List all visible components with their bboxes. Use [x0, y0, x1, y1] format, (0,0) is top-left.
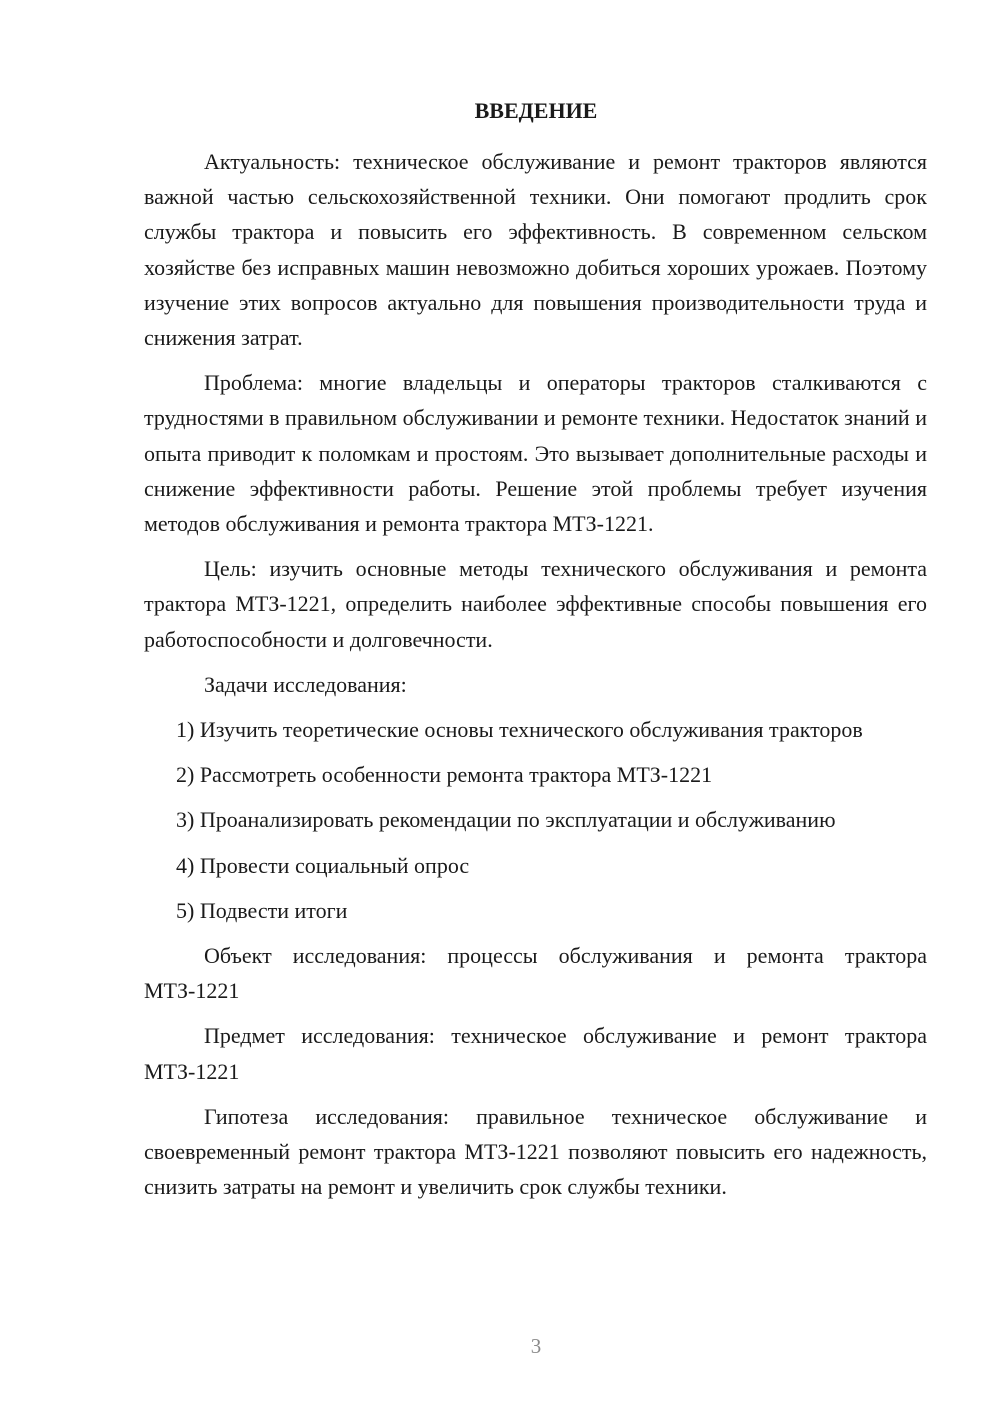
- paragraph-relevance: Актуальность: техническое обслуживание и ремонт тракторов являются важной частью сельскохозяйственной техники. Они помогают продлить срок службы трактора и повысить его эффективность. В современном сельском хозяйстве без исправных машин невозможно добиться хороших урожаев. Поэтому изучение этих вопросов актуально для повышения производительности труда и снижения затрат.: [144, 149, 927, 351]
- page-number: 3: [530, 1334, 542, 1358]
- paragraph-object: Объект исследования: процессы обслуживания и ремонта трактора МТЗ-1221: [144, 943, 927, 1004]
- paragraph-hypothesis: Гипотеза исследования: правильное техническое обслуживание и своевременный ремонт трактора МТЗ-1221 позволяют повысить его надежность, снизить затраты на ремонт и увеличить срок службы техники.: [144, 1103, 927, 1200]
- tasks-title: Задачи исследования:: [204, 671, 407, 697]
- document-body: [144, 144, 927, 1214]
- list-item: 4) Провести социальный опрос: [176, 852, 470, 878]
- page-title: ВВЕДЕНИЕ: [474, 98, 598, 123]
- list-item: 1) Изучить теоретические основы технического обслуживания тракторов: [176, 717, 863, 743]
- list-item: 3) Проанализировать рекомендации по эксплуатации и обслуживанию: [176, 807, 836, 833]
- list-item: 2) Рассмотреть особенности ремонта трактора МТЗ-1221: [176, 762, 713, 788]
- list-item: 5) Подвести итоги: [176, 897, 348, 923]
- paragraph-subject: Предмет исследования: техническое обслуживание и ремонт трактора МТЗ-1221: [144, 1023, 927, 1084]
- paragraph-problem: Проблема: многие владельцы и операторы тракторов сталкиваются с трудностями в правильном обслуживании и ремонте техники. Недостаток знаний и опыта приводит к поломкам и простоям. Это вызывает дополнительные расходы и снижение эффективности работы. Решение этой проблемы требует изучения методов обслуживания и ремонта трактора МТЗ-1221.: [144, 370, 927, 537]
- paragraph-goal: Цель: изучить основные методы технического обслуживания и ремонта трактора МТЗ-1221, определить наиболее эффективные способы повышения его работоспособности и долговечности.: [144, 556, 927, 652]
